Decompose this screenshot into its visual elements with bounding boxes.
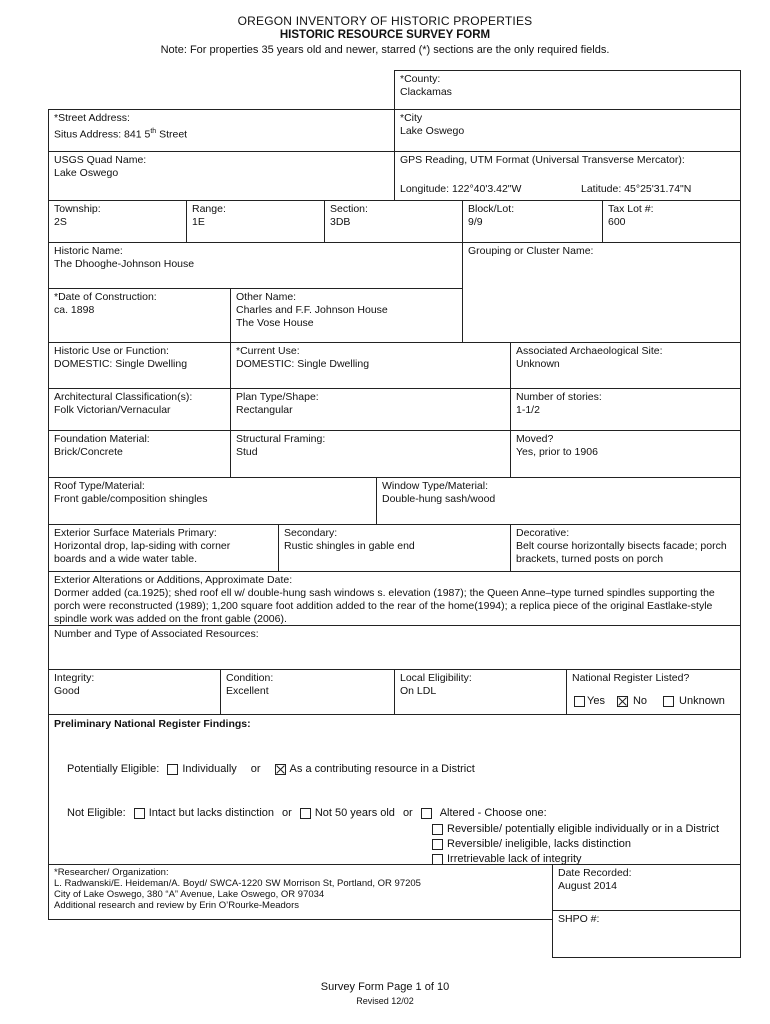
usgs-quad-label: USGS Quad Name: [54,154,147,166]
or-text-2: or [282,807,292,819]
archaeological-site-value: Unknown [516,358,560,370]
condition-cell[interactable] [220,669,395,715]
integrity-label: Integrity: [54,672,95,684]
stories-label: Number of stories: [516,391,602,403]
framing-cell[interactable] [230,430,511,478]
alterations-value: Dormer added (ca.1925); shed roof ell w/ double-hung sash windows s. elevation (1987); the Queen Anne–type turned spindles supporting the porch were reconstructed (1989); 1,200 square foot addition added to the rear of the home(1994); a replica piece of the original Eastlake-style spindle work was added on the front gable (2006). [54,587,715,625]
exterior-primary-cell[interactable] [48,524,279,572]
usgs-quad-cell[interactable] [48,151,395,201]
reversible2-label: Reversible/ ineligible, lacks distinction [447,838,632,850]
range-label: Range: [192,203,226,215]
archaeological-site-label: Associated Archaeological Site: [516,345,663,357]
nr-unknown-label: Unknown [679,695,725,707]
moved-cell[interactable] [510,430,741,478]
gps-latitude: Latitude: 45°25'31.74"N [581,183,692,195]
stories-value: 1-1/2 [516,404,540,416]
tax-lot-label: Tax Lot #: [608,203,654,215]
exterior-primary-label: Exterior Surface Materials Primary: [54,527,217,539]
range-cell[interactable] [186,200,325,243]
stories-cell[interactable] [510,388,741,431]
tax-lot-value: 600 [608,216,626,228]
plan-type-value: Rectangular [236,404,293,416]
section-cell[interactable] [324,200,463,243]
block-lot-value: 9/9 [468,216,483,228]
or-text-3: or [402,807,413,819]
framing-value: Stud [236,446,258,458]
researcher-line1: L. Radwanski/E. Heideman/A. Boyd/ SWCA-1220 SW Morrison St, Portland, OR 97205 [54,878,421,889]
alterations-label: Exterior Alterations or Additions, Approximate Date: [54,574,293,586]
integrity-value: Good [54,685,80,697]
historic-name-label: Historic Name: [54,245,123,257]
historic-use-cell[interactable] [48,342,231,389]
integrity-cell[interactable] [48,669,221,715]
local-eligibility-cell[interactable] [394,669,567,715]
township-cell[interactable] [48,200,187,243]
researcher-line3: Additional research and review by Erin O’Rourke-Meadors [54,900,300,911]
irretrievable-label: Irretrievable lack of integrity [447,853,582,865]
other-name-cell[interactable] [230,288,463,343]
nr-listed-label: National Register Listed? [572,672,690,684]
reversible1-checkbox[interactable] [432,824,443,835]
decorative-value: Belt course horizontally bisects facade; porch brackets, turned posts on porch [516,540,727,565]
roof-label: Roof Type/Material: [54,480,145,492]
range-value: 1E [192,216,205,228]
decorative-label: Decorative: [516,527,570,539]
date-construction-label: *Date of Construction: [54,291,157,303]
historic-name-cell[interactable] [48,242,463,289]
researcher-cell[interactable] [48,864,553,920]
foundation-cell[interactable] [48,430,231,478]
current-use-cell[interactable] [230,342,511,389]
alterations-cell[interactable] [48,571,741,626]
reversible2-row [432,837,631,851]
exterior-primary-value: Horizontal drop, lap-siding with corner boards and a wide water table. [54,540,231,565]
irretrievable-checkbox[interactable] [432,854,443,865]
associated-resources-label: Number and Type of Associated Resources: [54,628,259,640]
section-value: 3DB [330,216,351,228]
nr-yes-label: Yes [587,695,605,707]
county-cell[interactable] [394,70,741,110]
shpo-cell[interactable] [552,910,741,958]
date-recorded-label: Date Recorded: [558,867,632,879]
form-note: Note: For properties 35 years old and newer, starred (*) sections are the only required fields. [160,44,610,56]
individually-label: Individually [182,763,237,775]
date-recorded-cell[interactable] [552,864,741,911]
findings-title: Preliminary National Register Findings: [54,718,251,730]
street-address-value: Situs Address: 841 5th Street [54,128,188,141]
nr-listed-cell[interactable] [566,669,741,715]
not50-label: Not 50 years old [314,807,395,819]
archaeological-site-cell[interactable] [510,342,741,389]
findings-section [48,714,741,865]
exterior-secondary-cell[interactable] [278,524,511,572]
foundation-value: Brick/Concrete [54,446,123,458]
arch-class-label: Architectural Classification(s): [54,391,193,403]
researcher-line2: City of Lake Oswego, 380 “A” Avenue, Lake Oswego, OR 97034 [54,889,325,900]
not50-checkbox[interactable] [300,808,311,819]
other-name-line2: The Vose House [236,317,314,329]
window-cell[interactable] [376,477,741,525]
historic-name-value: The Dhooghe-Johnson House [54,258,195,270]
nr-no-label: No [632,695,648,707]
altered-label: Altered - Choose one: [439,807,547,819]
grouping-label: Grouping or Cluster Name: [468,245,594,257]
historic-use-value: DOMESTIC: Single Dwelling [54,358,188,370]
decorative-cell[interactable] [510,524,741,572]
nr-no-checkbox[interactable] [617,696,628,707]
gps-longitude: Longitude: 122°40'3.42"W [400,183,522,195]
page-footer: Survey Form Page 1 of 10 [320,981,450,993]
city-label: *City [400,112,423,124]
gps-label: GPS Reading, UTM Format (Universal Transverse Mercator): [400,154,685,166]
moved-value: Yes, prior to 1906 [516,446,598,458]
block-lot-cell[interactable] [462,200,603,243]
block-lot-label: Block/Lot: [468,203,515,215]
township-value: 2S [54,216,67,228]
exterior-secondary-value: Rustic shingles in gable end [284,540,415,552]
contributing-checkbox[interactable] [275,764,286,775]
gps-cell[interactable] [394,151,741,201]
nr-unknown-checkbox[interactable] [663,696,674,707]
individually-checkbox[interactable] [167,764,178,775]
county-value: Clackamas [400,86,452,98]
date-construction-value: ca. 1898 [54,304,95,316]
shpo-label: SHPO #: [558,913,600,925]
section-label: Section: [330,203,368,215]
form-title: OREGON INVENTORY OF HISTORIC PROPERTIES [237,14,533,28]
reversible1-row [432,822,719,836]
township-label: Township: [54,203,101,215]
plan-type-cell[interactable] [230,388,511,431]
arch-class-value: Folk Victorian/Vernacular [54,404,171,416]
moved-label: Moved? [516,433,554,445]
reversible2-checkbox[interactable] [432,839,443,850]
grouping-cell[interactable] [462,242,741,343]
date-construction-cell[interactable] [48,288,231,343]
reversible1-label: Reversible/ potentially eligible individually or in a District [447,823,720,835]
roof-cell[interactable] [48,477,377,525]
not-eligible-row [67,806,547,820]
current-use-label: *Current Use: [236,345,300,357]
plan-type-label: Plan Type/Shape: [236,391,319,403]
foundation-label: Foundation Material: [54,433,150,445]
roof-value: Front gable/composition shingles [54,493,208,505]
nr-yes-checkbox[interactable] [574,696,585,707]
associated-resources-cell[interactable] [48,625,741,670]
arch-class-cell[interactable] [48,388,231,431]
street-address-cell[interactable] [48,109,395,152]
local-eligibility-value: On LDL [400,685,437,697]
window-value: Double-hung sash/wood [382,493,496,505]
or-text-1: or [250,763,261,775]
framing-label: Structural Framing: [236,433,326,445]
usgs-quad-value: Lake Oswego [54,167,119,179]
intact-label: Intact but lacks distinction [148,807,275,819]
other-name-label: Other Name: [236,291,297,303]
street-address-label: *Street Address: [54,112,130,124]
contributing-label: As a contributing resource in a District [289,763,475,775]
tax-lot-cell[interactable] [602,200,741,243]
window-label: Window Type/Material: [382,480,489,492]
exterior-secondary-label: Secondary: [284,527,338,539]
local-eligibility-label: Local Eligibility: [400,672,472,684]
city-cell[interactable] [394,109,741,152]
county-label: *County: [400,73,441,85]
other-name-line1: Charles and F.F. Johnson House [236,304,388,316]
condition-label: Condition: [226,672,274,684]
form-subtitle: HISTORIC RESOURCE SURVEY FORM [279,29,491,41]
date-recorded-value: August 2014 [558,880,617,892]
historic-use-label: Historic Use or Function: [54,345,169,357]
condition-value: Excellent [226,685,269,697]
current-use-value: DOMESTIC: Single Dwelling [236,358,370,370]
potentially-eligible-label: Potentially Eligible: [67,763,160,775]
not-eligible-label: Not Eligible: [67,807,126,819]
revised-footer: Revised 12/02 [356,996,414,1006]
intact-checkbox[interactable] [134,808,145,819]
researcher-label: *Researcher/ Organization: [54,867,169,878]
city-value: Lake Oswego [400,125,465,137]
potentially-eligible-row [67,762,475,776]
altered-checkbox[interactable] [421,808,432,819]
